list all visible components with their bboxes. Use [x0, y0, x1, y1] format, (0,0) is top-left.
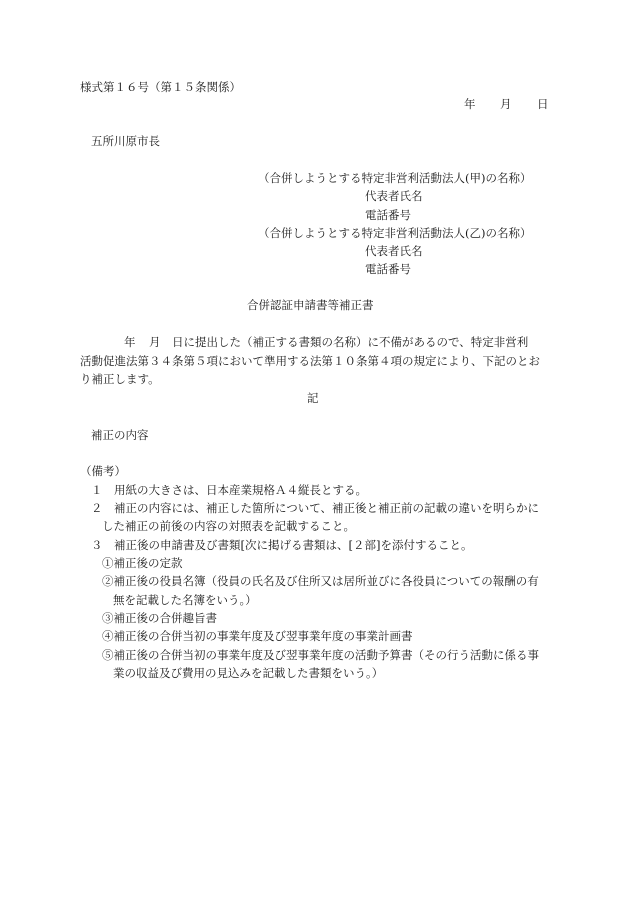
sub-item-4: ④補正後の合併当初の事業年度及び翌事業年度の事業計画書	[102, 629, 413, 643]
applicant-b-rep: 代表者氏名	[365, 244, 423, 258]
applicant-b-name: （合併しようとする特定非営利活動法人(乙)の名称）	[258, 226, 532, 240]
sub-item-2-line-1: ②補正後の役員名簿（役員の氏名及び住所又は居所並びに各役員についての報酬の有	[102, 574, 539, 588]
body-line-2: 活動促進法第３４条第５項において準用する法第１０条第４項の規定により、下記のとお	[80, 354, 540, 368]
date-month: 月	[500, 97, 512, 111]
addressee: 五所川原市長	[91, 134, 160, 148]
sub-item-2-line-2: 無を記載した名簿をいう。）	[113, 593, 257, 607]
applicant-b-tel: 電話番号	[365, 262, 411, 276]
applicant-a-rep: 代表者氏名	[365, 189, 423, 203]
sub-item-1: ①補正後の定款	[102, 556, 183, 570]
notes-heading: （備考）	[80, 464, 126, 478]
body-line-3: り補正します。	[80, 372, 160, 386]
note-2-line-1: ２ 補正の内容には、補正した箇所について、補正後と補正前の記載の違いを明らかに	[91, 501, 540, 515]
document-title: 合併認証申請書等補正書	[247, 298, 374, 312]
date-day: 日	[537, 97, 549, 111]
applicant-a-name: （合併しようとする特定非営利活動法人(甲)の名称）	[258, 171, 532, 185]
body-year-label: 年	[124, 335, 136, 349]
applicant-a-tel: 電話番号	[365, 208, 411, 222]
body-month-label: 月	[149, 335, 161, 349]
form-id: 様式第１６号（第１５条関係）	[80, 80, 241, 94]
note-2-line-2: した補正の前後の内容の対照表を記載すること。	[102, 519, 355, 533]
sub-item-5-line-1: ⑤補正後の合併当初の事業年度及び翌事業年度の活動予算書（その行う活動に係る事	[102, 648, 539, 662]
note-3: ３ 補正後の申請書及び書類[次に掲げる書類は、[２部]を添付すること。	[91, 538, 473, 552]
correction-heading: 補正の内容	[91, 428, 149, 442]
body-line-1: 日に提出した（補正する書類の名称）に不備があるので、特定非営利	[172, 335, 529, 349]
date-year: 年	[464, 97, 476, 111]
ki-label: 記	[307, 391, 319, 405]
sub-item-5-line-2: 業の収益及び費用の見込みを記載した書類をいう。）	[113, 666, 384, 680]
note-1: １ 用紙の大きさは、日本産業規格Ａ４縦長とする。	[91, 483, 367, 497]
sub-item-3: ③補正後の合併趣旨書	[102, 611, 217, 625]
